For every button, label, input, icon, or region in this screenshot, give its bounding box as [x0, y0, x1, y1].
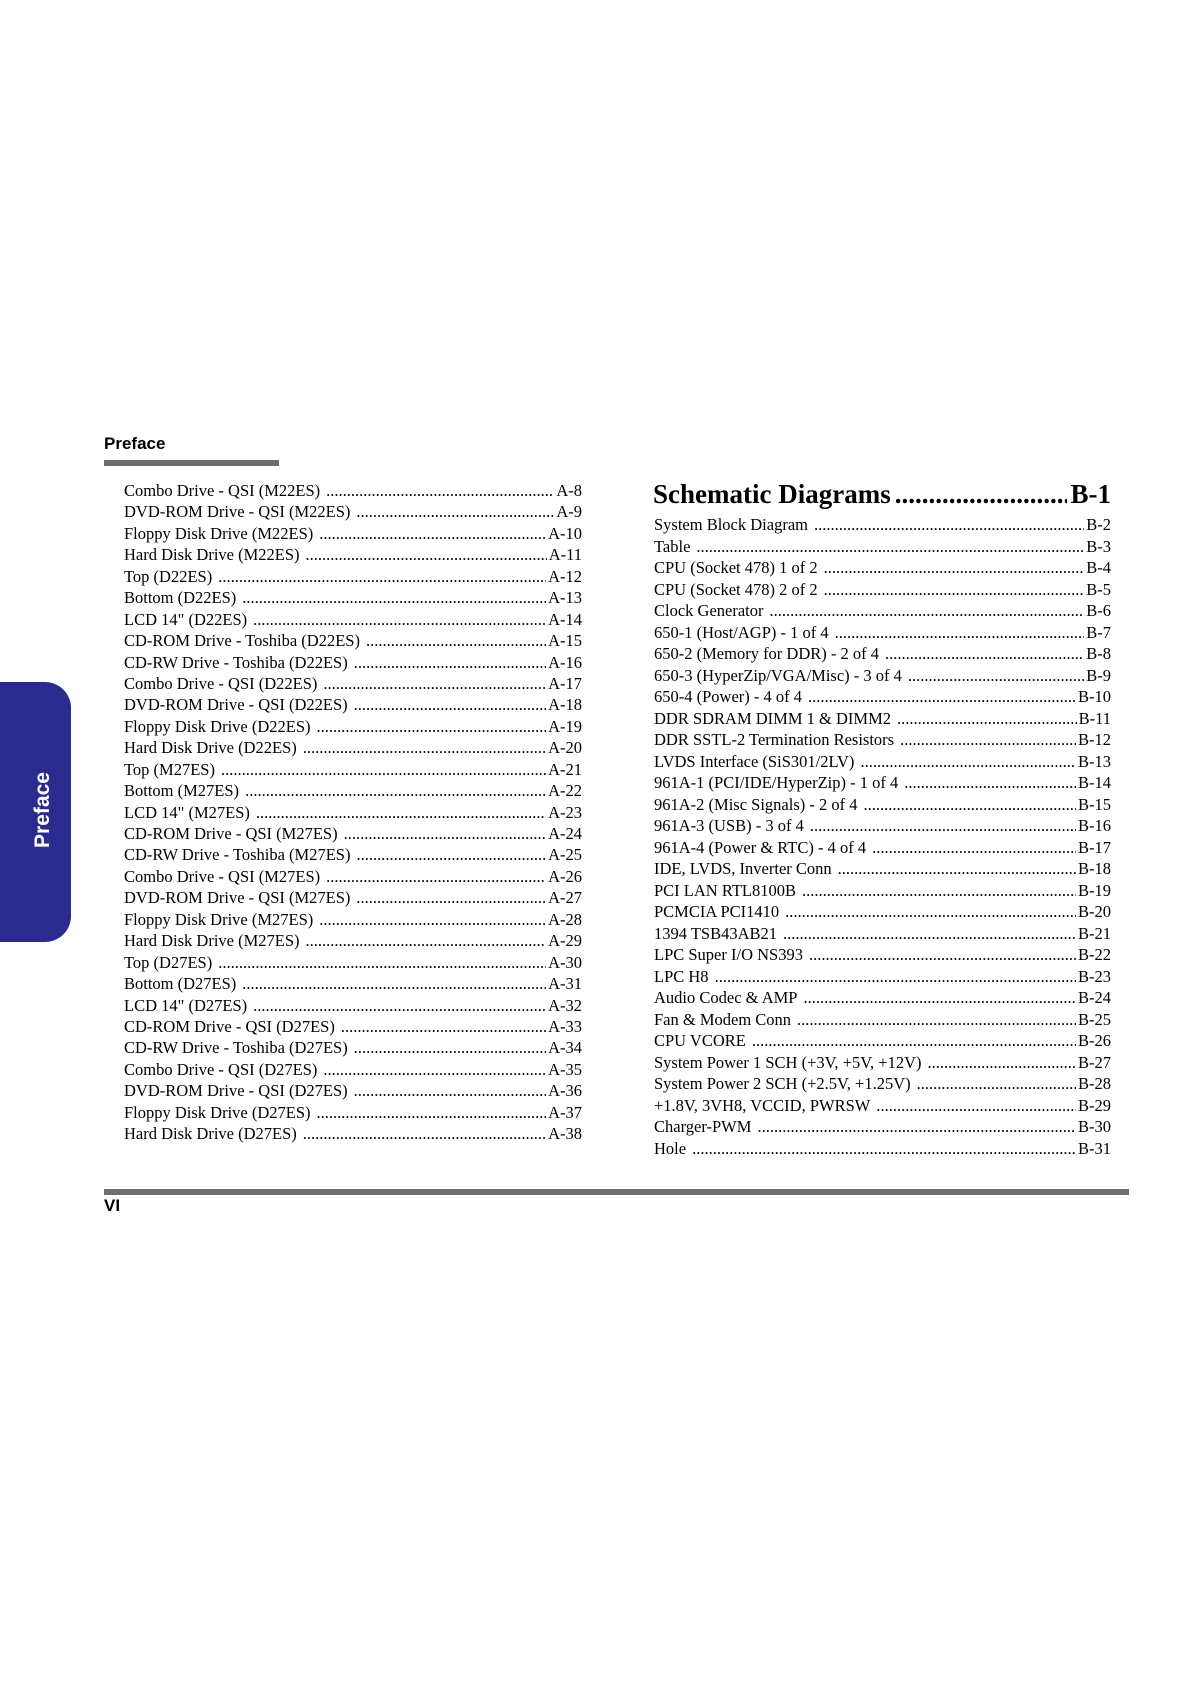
- toc-entry[interactable]: [654, 837, 1111, 859]
- toc-entry-page: B-14: [1078, 773, 1111, 792]
- chapter-leader-dots: [895, 476, 1067, 512]
- header-rule: [104, 460, 279, 466]
- toc-entry[interactable]: [654, 1116, 1111, 1138]
- toc-entry-page: B-31: [1078, 1138, 1111, 1158]
- toc-entry-label: DVD-ROM Drive - QSI (D22ES): [124, 695, 348, 715]
- toc-leader-dots: [218, 952, 546, 973]
- toc-list-appendix-b: [654, 514, 1111, 1159]
- toc-entry[interactable]: [124, 737, 582, 758]
- toc-entry-label: CD-ROM Drive - Toshiba (D22ES): [124, 631, 360, 651]
- toc-entry-page: A-32: [548, 995, 582, 1015]
- toc-entry-page: A-19: [548, 716, 582, 736]
- toc-entry-page: A-35: [548, 1059, 582, 1079]
- toc-entry[interactable]: [654, 536, 1111, 558]
- toc-entry-page: B-11: [1078, 708, 1111, 728]
- toc-entry[interactable]: [654, 901, 1111, 923]
- toc-entry-label: System Power 2 SCH (+2.5V, +1.25V): [654, 1074, 911, 1093]
- toc-entry-label: CD-RW Drive - Toshiba (D27ES): [124, 1038, 348, 1058]
- toc-entry[interactable]: [124, 694, 582, 715]
- toc-entry-page: B-30: [1078, 1117, 1111, 1136]
- toc-entry-page: B-22: [1078, 945, 1111, 964]
- toc-leader-dots: [885, 643, 1084, 665]
- page-header-title: Preface: [104, 434, 166, 453]
- toc-entry-page: B-3: [1086, 536, 1111, 556]
- toc-entry-page: A-15: [548, 631, 582, 651]
- toc-leader-dots: [904, 772, 1076, 794]
- toc-leader-dots: [876, 1095, 1076, 1117]
- toc-entry-page: B-6: [1086, 601, 1111, 620]
- toc-entry[interactable]: [124, 1123, 582, 1144]
- toc-entry-label: Combo Drive - QSI (D27ES): [124, 1059, 318, 1079]
- toc-entry-label: 961A-3 (USB) - 3 of 4: [654, 816, 804, 835]
- toc-leader-dots: [319, 909, 546, 930]
- toc-entry-label: Floppy Disk Drive (D22ES): [124, 716, 311, 736]
- toc-entry[interactable]: [654, 1138, 1111, 1160]
- toc-entry-label: IDE, LVDS, Inverter Conn: [654, 859, 832, 878]
- toc-entry-label: Floppy Disk Drive (M27ES): [124, 909, 314, 929]
- toc-entry-label: +1.8V, 3VH8, VCCID, PWRSW: [654, 1095, 871, 1115]
- toc-entry[interactable]: [124, 544, 582, 565]
- toc-entry-page: B-15: [1078, 794, 1111, 814]
- toc-leader-dots: [326, 480, 554, 501]
- toc-entry-label: LPC H8: [654, 966, 709, 986]
- toc-entry-page: B-10: [1078, 687, 1111, 706]
- toc-entry[interactable]: [124, 652, 582, 673]
- toc-entry-page: A-27: [548, 888, 582, 908]
- toc-entry-label: LCD 14" (D22ES): [124, 609, 248, 629]
- chapter-heading[interactable]: [653, 476, 1111, 512]
- toc-entry-label: Floppy Disk Drive (D27ES): [124, 1102, 311, 1122]
- toc-entry[interactable]: [124, 759, 582, 780]
- toc-leader-dots: [356, 887, 546, 908]
- toc-entry-page: B-17: [1078, 837, 1111, 857]
- toc-leader-dots: [696, 536, 1084, 558]
- toc-entry-label: 650-4 (Power) - 4 of 4: [654, 687, 803, 706]
- toc-entry-label: System Power 1 SCH (+3V, +5V, +12V): [654, 1052, 922, 1072]
- toc-entry-label: LVDS Interface (SiS301/2LV): [654, 751, 855, 771]
- toc-entry[interactable]: [654, 1052, 1111, 1074]
- toc-leader-dots: [242, 973, 546, 994]
- toc-entry[interactable]: [654, 880, 1111, 902]
- toc-leader-dots: [692, 1138, 1076, 1160]
- footer-page-number: VI: [104, 1196, 121, 1215]
- toc-leader-dots: [323, 673, 546, 694]
- toc-entry-label: Combo Drive - QSI (M27ES): [124, 866, 321, 886]
- toc-entry[interactable]: [124, 887, 582, 908]
- toc-leader-dots: [752, 1030, 1076, 1052]
- toc-leader-dots: [341, 1016, 546, 1037]
- chapter-title: Schematic Diagrams: [653, 479, 891, 509]
- toc-entry-label: 650-3 (HyperZip/VGA/Misc) - 3 of 4: [654, 665, 902, 685]
- toc-entry-label: 961A-2 (Misc Signals) - 2 of 4: [654, 794, 858, 814]
- toc-entry[interactable]: [654, 514, 1111, 536]
- toc-entry[interactable]: [654, 665, 1111, 687]
- toc-entry-label: Hard Disk Drive (D22ES): [124, 738, 297, 758]
- toc-entry-page: A-37: [548, 1102, 582, 1122]
- toc-leader-dots: [715, 966, 1076, 988]
- toc-leader-dots: [835, 622, 1085, 644]
- toc-leader-dots: [803, 987, 1076, 1009]
- toc-entry[interactable]: [124, 995, 582, 1016]
- toc-entry-page: A-34: [548, 1038, 582, 1058]
- toc-entry-label: 961A-1 (PCI/IDE/HyperZip) - 1 of 4: [654, 773, 899, 792]
- toc-entry-label: Hard Disk Drive (D27ES): [124, 1124, 297, 1144]
- toc-entry-label: Charger-PWM: [654, 1117, 752, 1136]
- toc-entry-page: A-38: [548, 1124, 582, 1144]
- toc-entry-label: LCD 14" (D27ES): [124, 995, 248, 1015]
- toc-entry-label: LPC Super I/O NS393: [654, 945, 803, 964]
- toc-entry[interactable]: [124, 823, 582, 844]
- toc-entry-label: PCI LAN RTL8100B: [654, 880, 797, 900]
- toc-entry-page: B-28: [1078, 1074, 1111, 1093]
- toc-entry-label: Hard Disk Drive (M27ES): [124, 931, 300, 951]
- toc-entry-page: A-24: [548, 824, 582, 843]
- toc-entry-page: A-18: [548, 695, 582, 715]
- toc-entry-label: 961A-4 (Power & RTC) - 4 of 4: [654, 837, 867, 857]
- toc-leader-dots: [245, 780, 546, 801]
- toc-leader-dots: [326, 866, 546, 887]
- toc-entry-page: A-9: [556, 502, 582, 522]
- toc-entry[interactable]: [124, 952, 582, 973]
- toc-leader-dots: [897, 708, 1077, 730]
- toc-leader-dots: [802, 880, 1076, 902]
- toc-entry-page: A-36: [548, 1081, 582, 1101]
- toc-leader-dots: [356, 501, 554, 522]
- toc-entry[interactable]: [654, 987, 1111, 1009]
- toc-list-appendix-a: [124, 480, 582, 1145]
- toc-entry-page: B-20: [1078, 902, 1111, 921]
- toc-leader-dots: [303, 737, 546, 758]
- toc-entry-label: System Block Diagram: [654, 515, 808, 534]
- toc-entry[interactable]: [124, 802, 582, 823]
- toc-entry-page: A-22: [548, 781, 582, 801]
- toc-entry-label: Clock Generator: [654, 601, 764, 620]
- toc-entry-label: CD-ROM Drive - QSI (M27ES): [124, 824, 338, 843]
- toc-entry-label: CPU (Socket 478) 2 of 2: [654, 579, 818, 599]
- toc-entry-page: B-25: [1078, 1009, 1111, 1029]
- toc-entry[interactable]: [124, 716, 582, 737]
- toc-entry-page: A-29: [548, 931, 582, 951]
- toc-entry[interactable]: [654, 600, 1111, 622]
- toc-entry[interactable]: [124, 844, 582, 865]
- toc-entry-label: CD-ROM Drive - QSI (D27ES): [124, 1016, 335, 1036]
- toc-entry[interactable]: [654, 1095, 1111, 1117]
- toc-entry-page: B-23: [1078, 966, 1111, 986]
- toc-leader-dots: [366, 630, 546, 651]
- toc-entry[interactable]: [654, 751, 1111, 773]
- toc-entry[interactable]: [654, 729, 1111, 751]
- toc-entry[interactable]: [124, 780, 582, 801]
- toc-entry-label: 1394 TSB43AB21: [654, 923, 778, 943]
- toc-leader-dots: [810, 815, 1076, 837]
- toc-leader-dots: [797, 1009, 1076, 1031]
- toc-entry[interactable]: [654, 1030, 1111, 1052]
- toc-entry-page: B-16: [1078, 816, 1111, 835]
- toc-entry-label: Combo Drive - QSI (M22ES): [124, 481, 321, 500]
- toc-entry-label: Top (D27ES): [124, 952, 213, 972]
- toc-entry-label: PCMCIA PCI1410: [654, 902, 780, 921]
- toc-entry[interactable]: [654, 686, 1111, 708]
- toc-entry-label: Hole: [654, 1138, 687, 1158]
- toc-leader-dots: [253, 609, 546, 630]
- toc-entry[interactable]: [654, 622, 1111, 644]
- toc-entry-label: DDR SDRAM DIMM 1 & DIMM2: [654, 708, 891, 728]
- toc-leader-dots: [306, 544, 547, 565]
- toc-leader-dots: [354, 694, 546, 715]
- toc-entry[interactable]: [124, 566, 582, 587]
- toc-leader-dots: [785, 901, 1076, 923]
- toc-entry-label: LCD 14" (M27ES): [124, 802, 250, 822]
- toc-entry[interactable]: [654, 815, 1111, 837]
- toc-leader-dots: [344, 823, 547, 844]
- toc-entry-label: Fan & Modem Conn: [654, 1009, 792, 1029]
- toc-entry[interactable]: [124, 909, 582, 930]
- toc-entry-page: B-12: [1078, 730, 1111, 749]
- toc-entry-page: A-13: [548, 588, 582, 608]
- toc-entry-label: Combo Drive - QSI (D22ES): [124, 673, 318, 693]
- toc-leader-dots: [757, 1116, 1076, 1138]
- toc-leader-dots: [221, 759, 546, 780]
- toc-entry-page: B-7: [1086, 622, 1111, 642]
- toc-entry-label: Bottom (M27ES): [124, 781, 240, 801]
- toc-entry-label: DDR SSTL-2 Termination Resistors: [654, 730, 895, 749]
- toc-leader-dots: [323, 1059, 546, 1080]
- toc-entry[interactable]: [654, 1073, 1111, 1095]
- toc-leader-dots: [908, 665, 1084, 687]
- toc-entry-page: B-5: [1086, 579, 1111, 599]
- toc-entry-label: CPU VCORE: [654, 1031, 746, 1050]
- toc-entry[interactable]: [124, 501, 582, 522]
- toc-leader-dots: [218, 566, 546, 587]
- toc-entry-page: A-26: [548, 866, 582, 886]
- toc-leader-dots: [354, 652, 546, 673]
- toc-entry-label: CD-RW Drive - Toshiba (M27ES): [124, 845, 351, 865]
- footer-rule: [104, 1189, 1129, 1195]
- toc-entry-label: DVD-ROM Drive - QSI (M27ES): [124, 888, 351, 908]
- toc-entry[interactable]: [124, 1080, 582, 1101]
- toc-entry-page: B-9: [1086, 665, 1111, 685]
- toc-leader-dots: [306, 930, 547, 951]
- toc-leader-dots: [814, 514, 1084, 536]
- toc-leader-dots: [242, 587, 546, 608]
- toc-entry[interactable]: [654, 794, 1111, 816]
- toc-entry[interactable]: [654, 708, 1111, 730]
- toc-entry-label: CD-RW Drive - Toshiba (D22ES): [124, 652, 348, 672]
- toc-leader-dots: [824, 557, 1085, 579]
- toc-entry[interactable]: [124, 866, 582, 887]
- toc-entry-page: B-27: [1078, 1052, 1111, 1072]
- toc-entry-page: A-25: [548, 845, 582, 865]
- toc-entry[interactable]: [124, 973, 582, 994]
- toc-entry[interactable]: [124, 587, 582, 608]
- toc-leader-dots: [838, 858, 1076, 880]
- toc-leader-dots: [808, 686, 1076, 708]
- toc-leader-dots: [809, 944, 1076, 966]
- toc-entry-page: B-2: [1086, 515, 1111, 534]
- toc-leader-dots: [872, 837, 1076, 859]
- toc-entry[interactable]: [124, 1016, 582, 1037]
- toc-entry-label: Top (M27ES): [124, 759, 215, 779]
- toc-leader-dots: [356, 844, 546, 865]
- toc-entry-label: Top (D22ES): [124, 566, 213, 586]
- toc-entry[interactable]: [654, 579, 1111, 601]
- toc-entry[interactable]: [654, 966, 1111, 988]
- toc-entry-label: DVD-ROM Drive - QSI (M22ES): [124, 502, 351, 522]
- toc-entry[interactable]: [124, 1059, 582, 1080]
- toc-leader-dots: [824, 579, 1085, 601]
- chapter-page: B-1: [1070, 479, 1111, 509]
- toc-entry-label: CPU (Socket 478) 1 of 2: [654, 558, 818, 577]
- toc-entry-label: Table: [654, 536, 691, 556]
- toc-leader-dots: [917, 1073, 1076, 1095]
- toc-entry-page: A-21: [548, 759, 582, 779]
- toc-leader-dots: [928, 1052, 1077, 1074]
- toc-leader-dots: [770, 600, 1085, 622]
- toc-leader-dots: [860, 751, 1076, 773]
- toc-entry[interactable]: [654, 858, 1111, 880]
- toc-entry[interactable]: [654, 1009, 1111, 1031]
- toc-entry-label: Floppy Disk Drive (M22ES): [124, 523, 314, 543]
- toc-entry[interactable]: [654, 772, 1111, 794]
- toc-entry-page: A-8: [556, 481, 582, 500]
- toc-entry[interactable]: [124, 1102, 582, 1123]
- toc-entry-page: B-21: [1078, 923, 1111, 943]
- toc-leader-dots: [900, 729, 1076, 751]
- toc-entry[interactable]: [654, 643, 1111, 665]
- toc-entry[interactable]: [124, 480, 582, 501]
- toc-entry-page: B-8: [1086, 644, 1111, 663]
- toc-entry[interactable]: [124, 630, 582, 651]
- toc-entry-label: Audio Codec & AMP: [654, 988, 798, 1007]
- toc-entry-page: A-20: [548, 738, 582, 758]
- toc-leader-dots: [317, 1102, 547, 1123]
- toc-entry-page: A-31: [548, 974, 582, 994]
- toc-entry[interactable]: [654, 923, 1111, 945]
- toc-entry-page: B-24: [1078, 988, 1111, 1007]
- toc-entry-label: Bottom (D22ES): [124, 588, 237, 608]
- toc-entry-page: B-29: [1078, 1095, 1111, 1115]
- toc-entry-page: B-19: [1078, 880, 1111, 900]
- toc-entry[interactable]: [124, 673, 582, 694]
- toc-entry[interactable]: [124, 930, 582, 951]
- toc-entry-page: A-11: [548, 545, 582, 565]
- toc-entry-page: A-30: [548, 952, 582, 972]
- toc-entry-page: A-14: [548, 609, 582, 629]
- toc-leader-dots: [253, 995, 546, 1016]
- toc-entry-page: A-10: [548, 523, 582, 543]
- toc-entry-page: B-13: [1078, 751, 1111, 771]
- toc-leader-dots: [317, 716, 547, 737]
- toc-entry-label: 650-1 (Host/AGP) - 1 of 4: [654, 622, 829, 642]
- toc-leader-dots: [319, 523, 546, 544]
- toc-entry[interactable]: [124, 523, 582, 544]
- toc-entry-page: B-18: [1078, 859, 1111, 878]
- toc-leader-dots: [256, 802, 546, 823]
- toc-leader-dots: [303, 1123, 546, 1144]
- toc-entry[interactable]: [124, 1037, 582, 1058]
- toc-entry-page: A-17: [548, 673, 582, 693]
- toc-leader-dots: [354, 1037, 546, 1058]
- toc-entry-label: DVD-ROM Drive - QSI (D27ES): [124, 1081, 348, 1101]
- toc-entry-label: Bottom (D27ES): [124, 974, 237, 994]
- toc-entry-page: A-23: [548, 802, 582, 822]
- toc-entry-page: B-26: [1078, 1031, 1111, 1050]
- toc-entry[interactable]: [124, 609, 582, 630]
- toc-leader-dots: [863, 794, 1076, 816]
- toc-entry[interactable]: [654, 557, 1111, 579]
- toc-entry-page: A-16: [548, 652, 582, 672]
- toc-entry-page: A-33: [548, 1016, 582, 1036]
- toc-entry-label: Hard Disk Drive (M22ES): [124, 545, 300, 565]
- toc-entry-page: A-28: [548, 909, 582, 929]
- toc-leader-dots: [783, 923, 1076, 945]
- toc-entry[interactable]: [654, 944, 1111, 966]
- toc-entry-label: 650-2 (Memory for DDR) - 2 of 4: [654, 644, 879, 663]
- toc-entry-page: B-4: [1086, 558, 1111, 577]
- side-tab-label: Preface: [31, 772, 54, 848]
- toc-leader-dots: [354, 1080, 546, 1101]
- toc-entry-page: A-12: [548, 566, 582, 586]
